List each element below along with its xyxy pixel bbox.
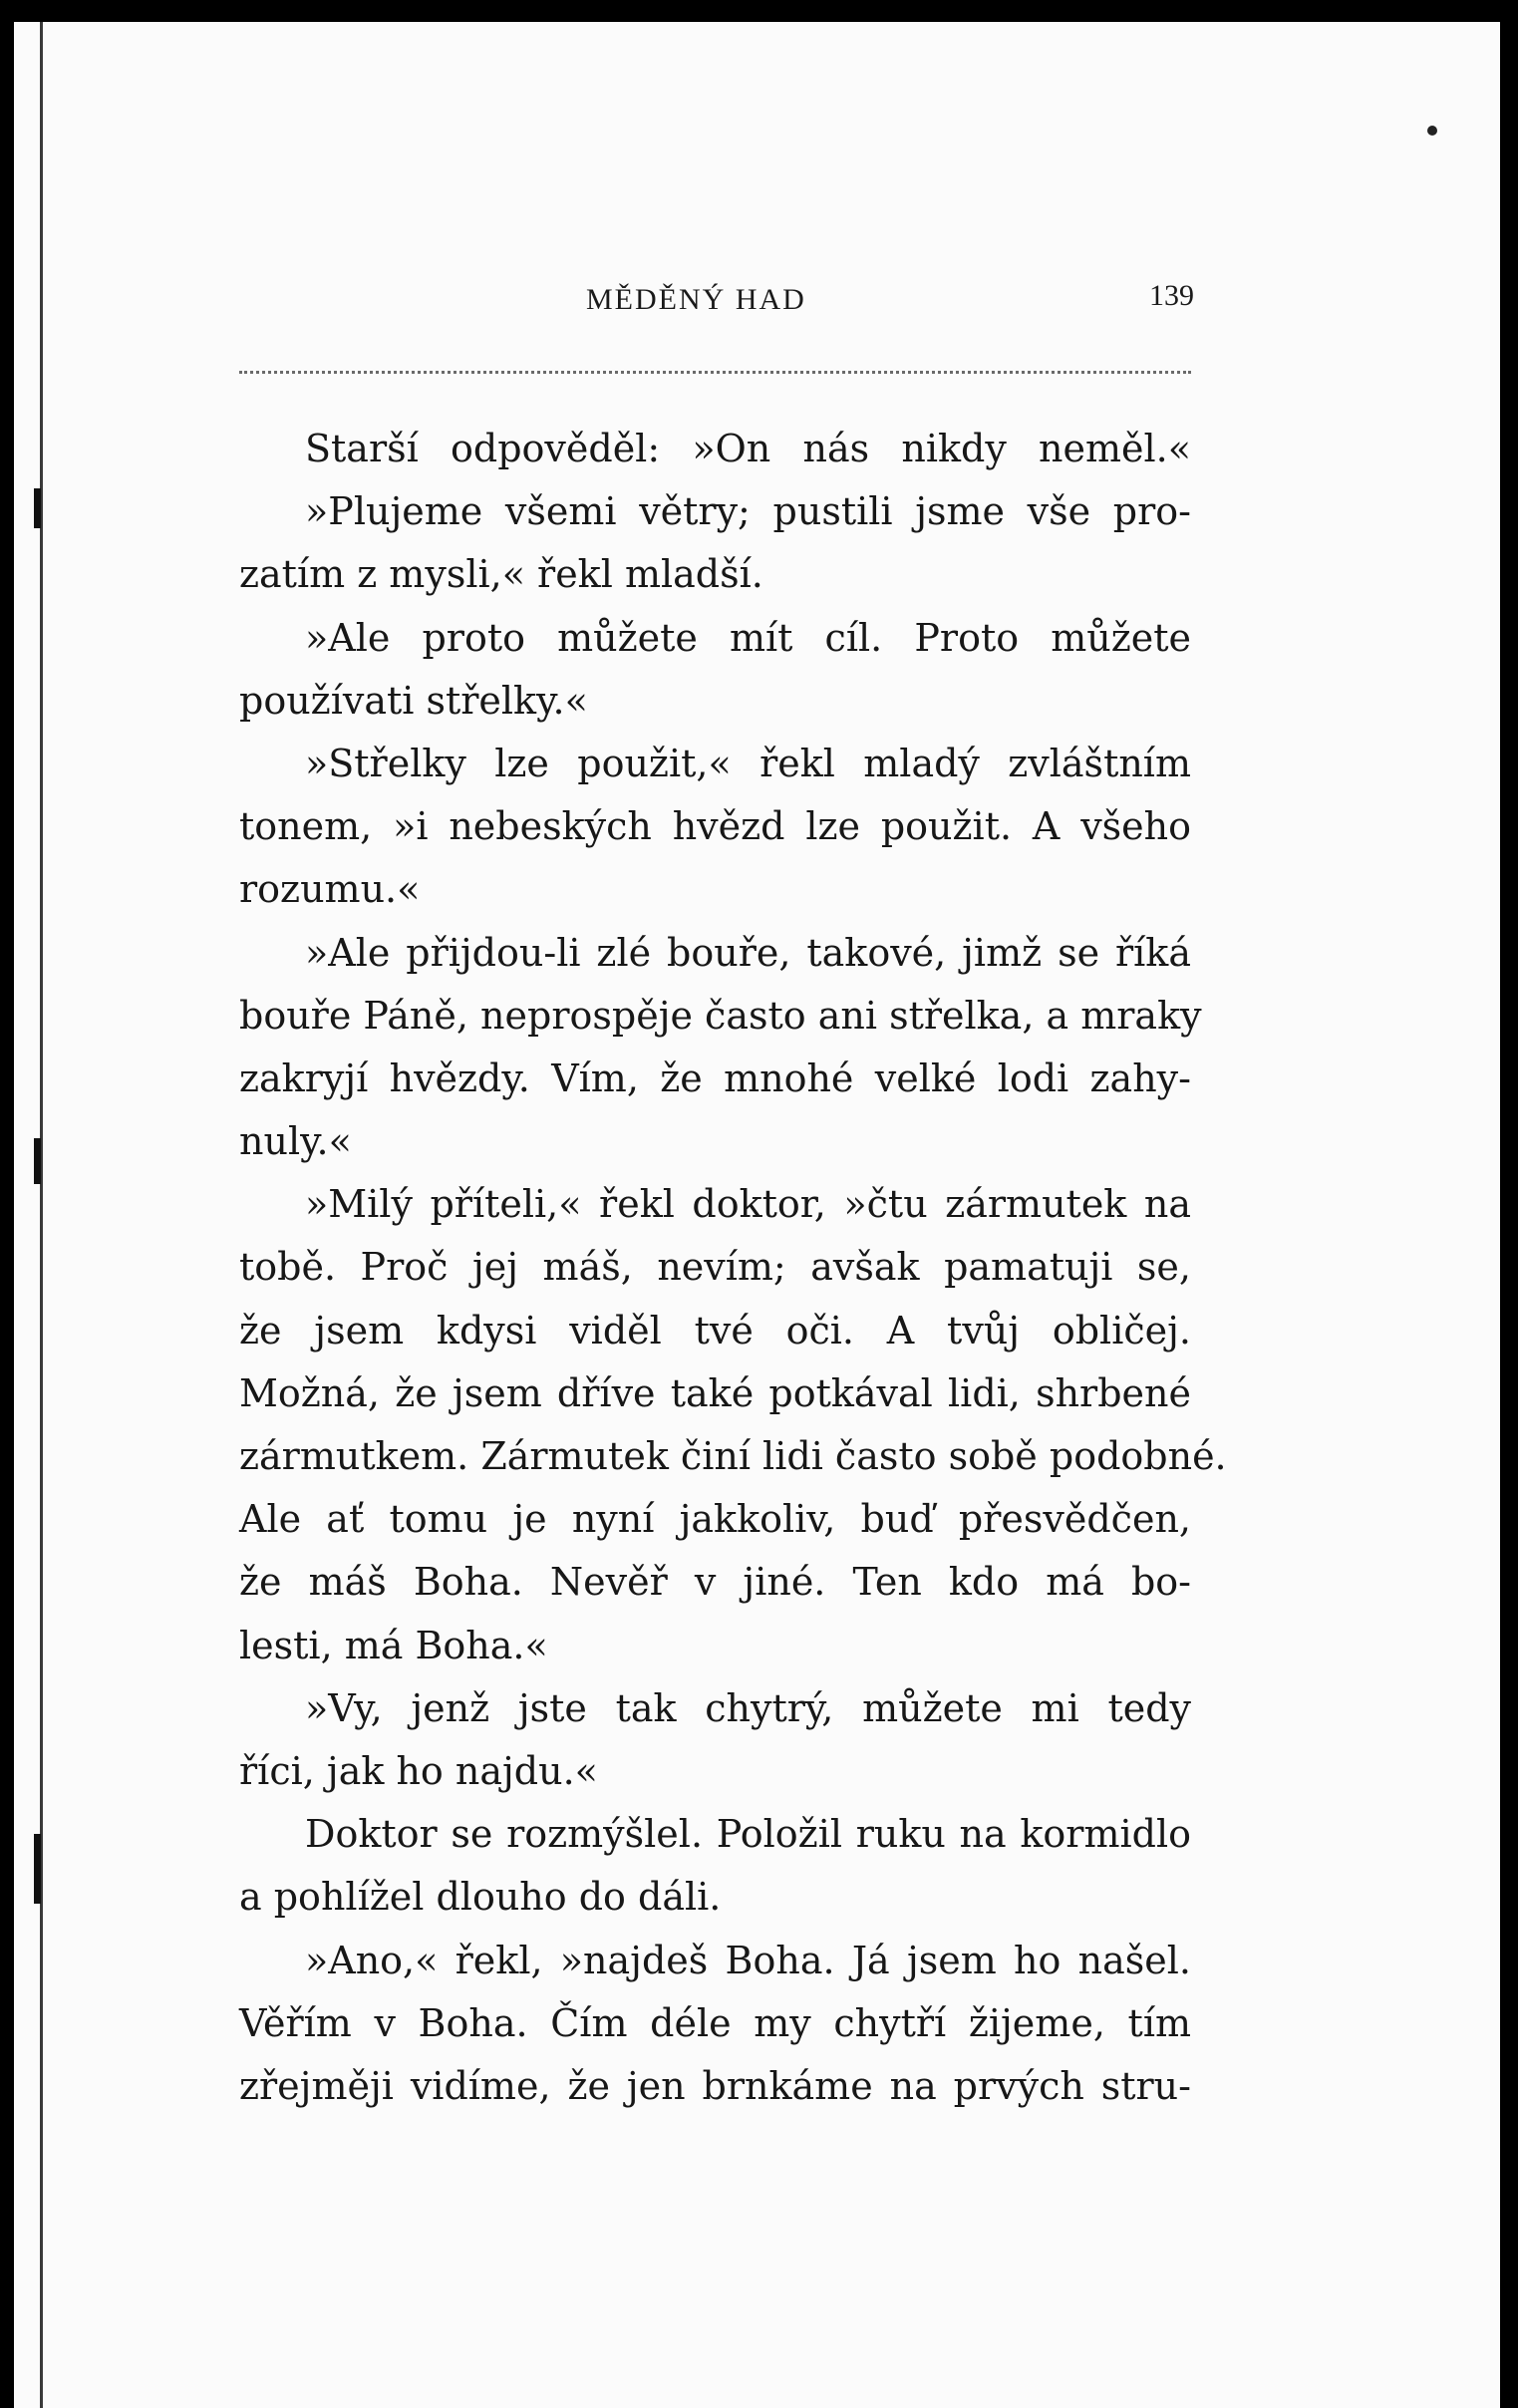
text-line: »Ano,« řekl, »najdeš Boha. Já jsem ho našel.: [305, 1938, 1191, 1982]
body-text: [239, 418, 1227, 2118]
text-line: zakryjí hvězdy. Vím, že mnohé velké lodi zahy-: [239, 1055, 1191, 1100]
ink-speck: [1427, 126, 1437, 136]
text-line: tonem, »i nebeských hvězd lze použit. A všeho: [239, 804, 1191, 849]
text-line: Doktor se rozmýšlel. Položil ruku na kormidlo: [305, 1812, 1191, 1857]
text-line: »Ale přijdou-li zlé bouře, takové, jimž se říká: [305, 930, 1191, 975]
text-line: že jsem kdysi viděl tvé oči. A tvůj obličej.: [239, 1308, 1191, 1353]
text-line: »Vy, jenž jste tak chytrý, můžete mi tedy: [305, 1685, 1191, 1730]
text-line: nuly.«: [239, 1119, 352, 1164]
binding-edge-mark: [34, 1834, 41, 1904]
header-dotted-rule: [239, 371, 1191, 374]
text-line: že máš Boha. Nevěř v jiné. Ten kdo má bo-: [239, 1560, 1191, 1605]
text-line: lesti, má Boha.«: [239, 1623, 548, 1667]
text-line: říci, jak ho najdu.«: [239, 1748, 598, 1793]
text-line: tobě. Proč jej máš, nevím; avšak pamatuji se,: [239, 1245, 1191, 1290]
text-line: zármutkem. Zármutek činí lidi často sobě podobné.: [239, 1434, 1227, 1478]
text-line: bouře Páně, neprospěje často ani střelka, a mraky: [239, 993, 1202, 1038]
text-line: »Milý příteli,« řekl doktor, »čtu zármutek na: [305, 1182, 1191, 1227]
text-line: Možná, že jsem dříve také potkával lidi, shrbené: [239, 1370, 1191, 1415]
text-line: »Střelky lze použit,« řekl mladý zvláštním: [305, 741, 1191, 785]
binding-edge-mark: [34, 1138, 41, 1184]
text-line: »Ale proto můžete mít cíl. Proto můžete: [305, 615, 1191, 660]
text-line: a pohlížel dlouho do dáli.: [239, 1875, 722, 1920]
text-line: zřejměji vidíme, že jen brnkáme na prvých stru-: [239, 2063, 1191, 2108]
text-line: rozumu.«: [239, 867, 421, 912]
running-title: MĚDĚNÝ HAD: [586, 283, 806, 316]
page-header: [227, 265, 1194, 325]
text-line: používati střelky.«: [239, 678, 588, 723]
text-line: Starší odpověděl: »On nás nikdy neměl.«: [305, 427, 1191, 470]
text-line: zatím z mysli,« řekl mladší.: [239, 552, 763, 597]
text-line: Věřím v Boha. Čím déle my chytří žijeme, tím: [239, 2000, 1191, 2045]
page-number: 139: [1149, 279, 1194, 312]
text-line: »Plujeme všemi větry; pustili jsme vše pro-: [305, 489, 1191, 534]
binding-edge-mark: [34, 488, 41, 528]
binding-edge-line: [40, 22, 43, 2408]
text-line: Ale ať tomu je nyní jakkoliv, buď přesvědčen,: [239, 1497, 1191, 1542]
